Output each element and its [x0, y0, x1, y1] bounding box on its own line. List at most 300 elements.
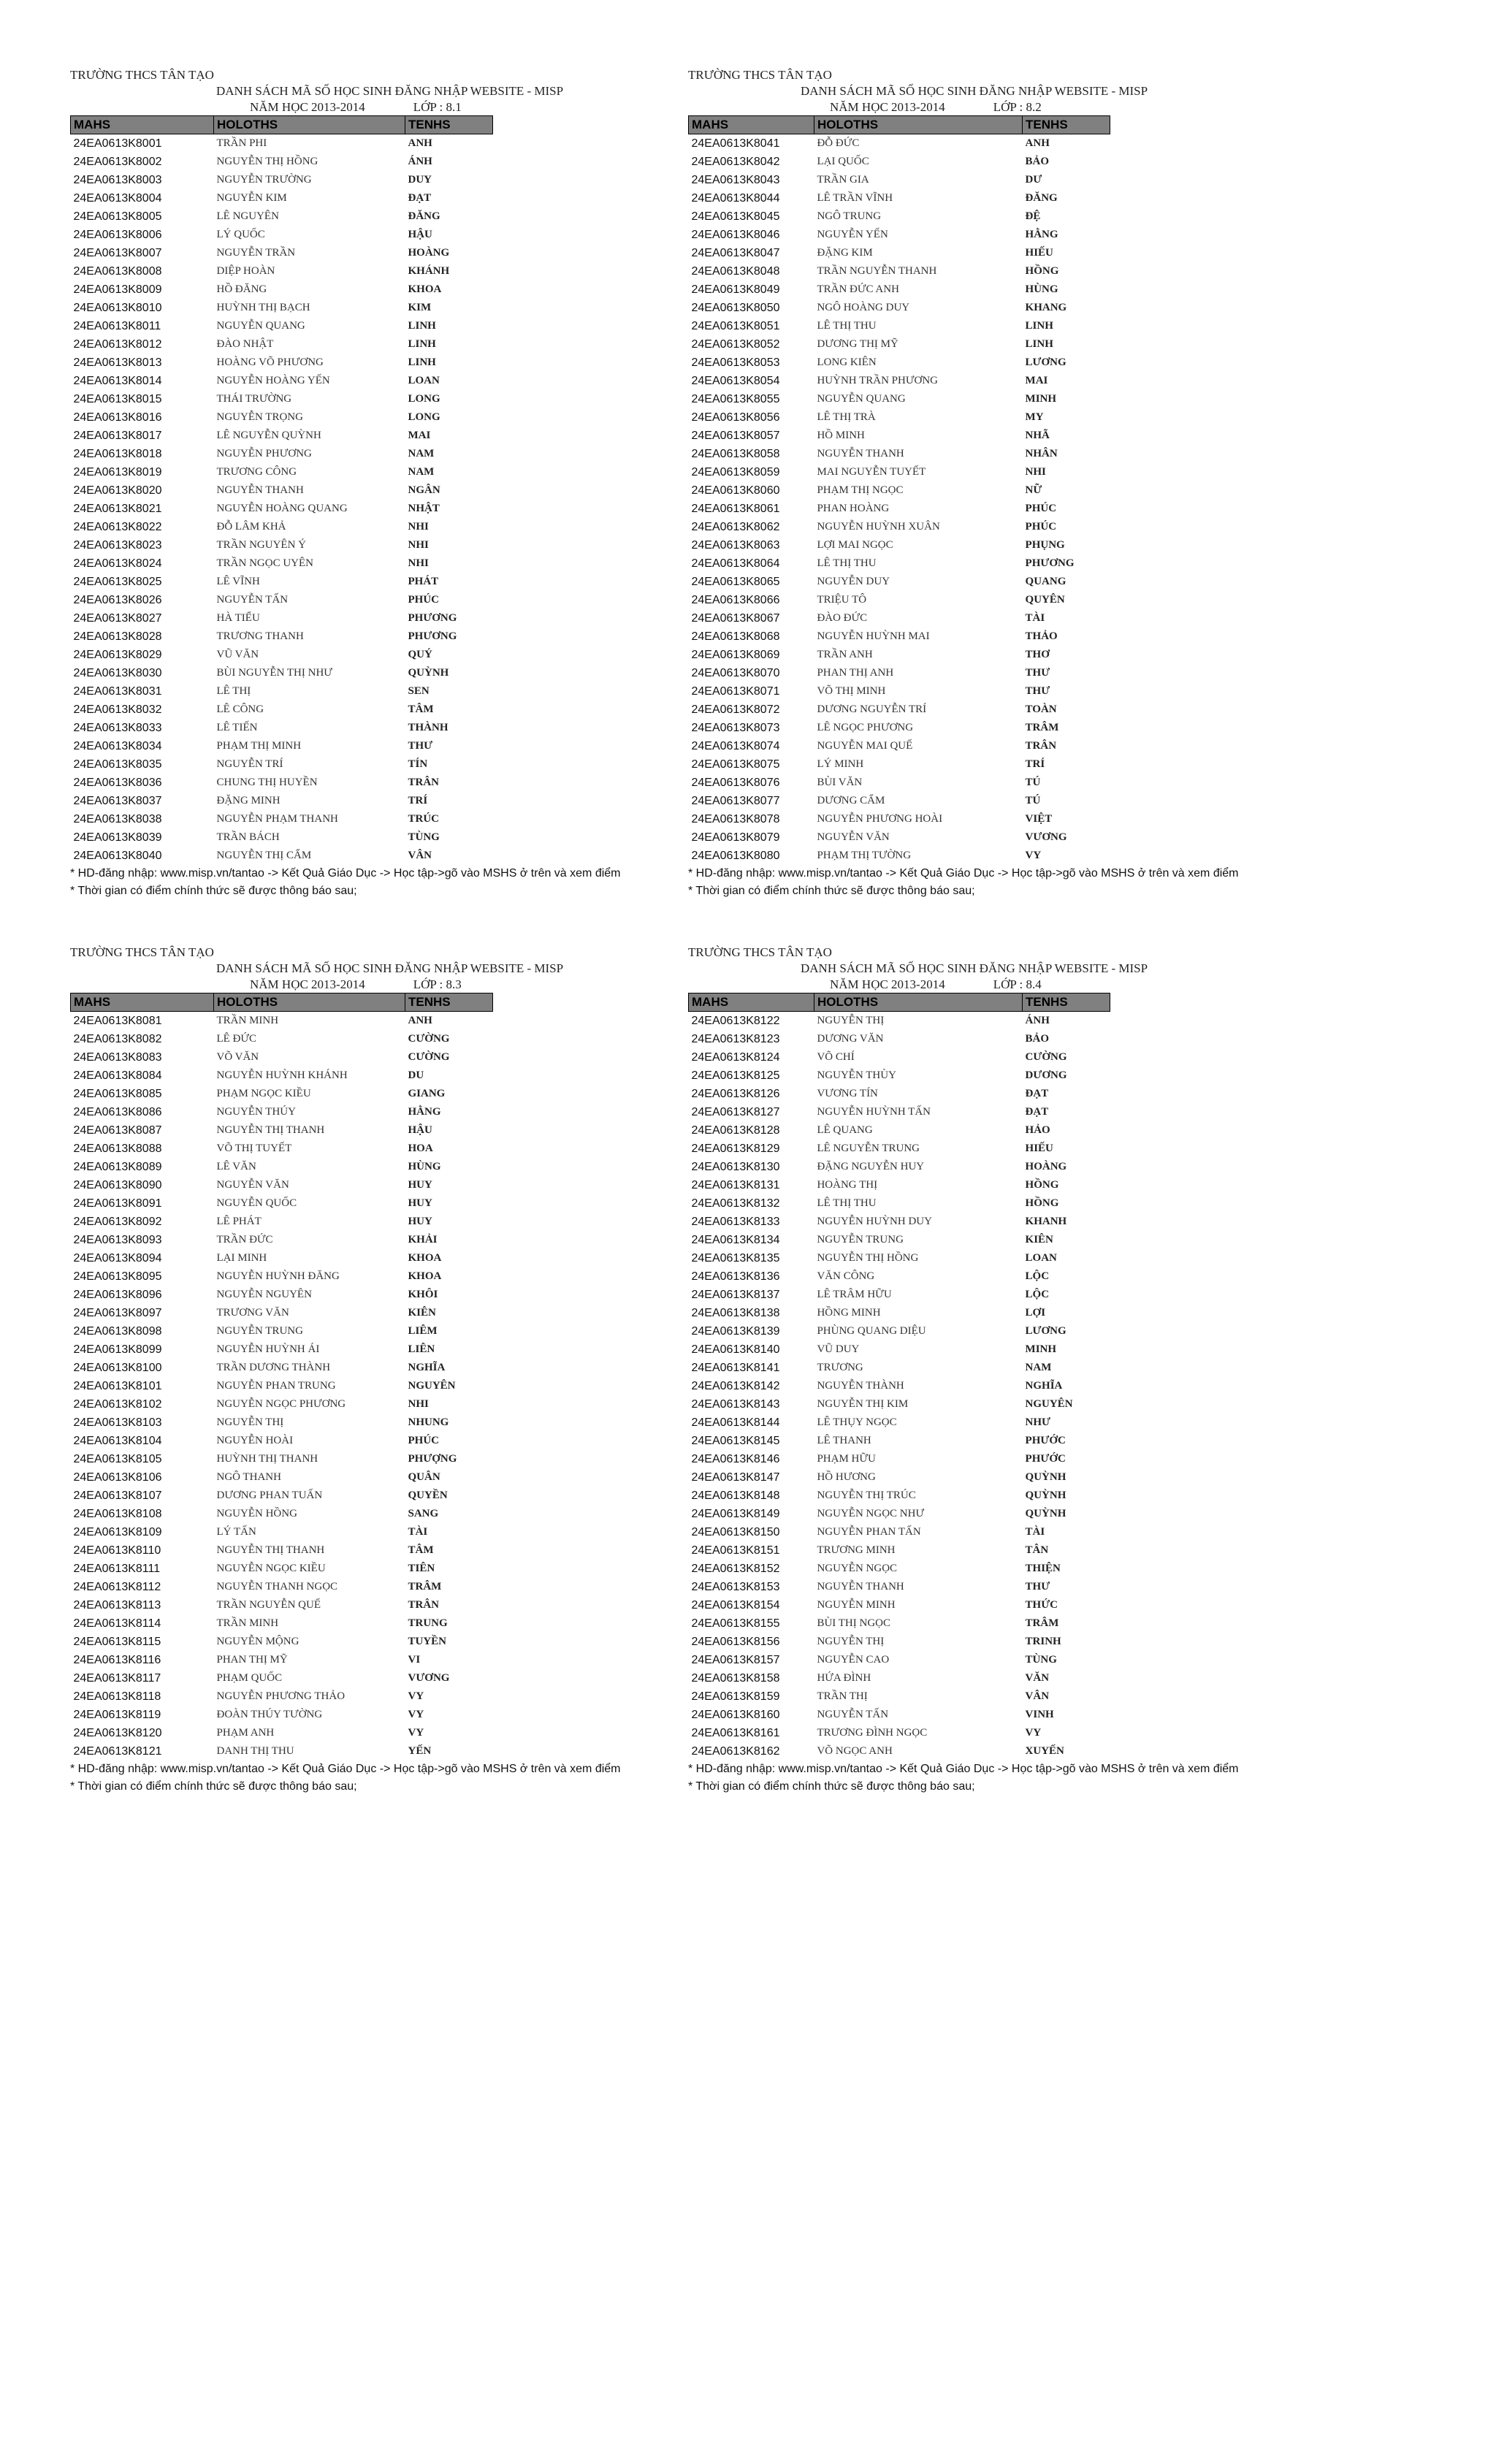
table-row: [689, 554, 1110, 573]
table-row: [689, 1633, 1110, 1651]
table-row: [71, 1742, 493, 1761]
header-mahs: MAHS: [689, 116, 814, 134]
student-code: 24EA0613K8078: [691, 813, 780, 825]
student-surname: LÊ VĨNH: [216, 576, 260, 587]
table-row: [689, 171, 1110, 189]
student-surname: ĐÀO ĐỨC: [817, 612, 868, 624]
student-code: 24EA0613K8024: [73, 557, 162, 570]
student-given-name: VĂN: [1025, 1672, 1050, 1684]
student-surname: NGUYỄN THỊ HỒNG: [216, 156, 318, 167]
table-row: [689, 1085, 1110, 1103]
student-code: 24EA0613K8045: [691, 210, 780, 223]
table-row: [689, 244, 1110, 262]
student-surname: PHÙNG QUANG DIỆU: [817, 1325, 926, 1337]
student-surname: PHAN HOÀNG: [817, 503, 890, 514]
table-row: [689, 1231, 1110, 1249]
student-given-name: TRÂN: [408, 1599, 440, 1611]
table-row: [71, 1651, 493, 1669]
student-code: 24EA0613K8034: [73, 740, 162, 752]
student-given-name: KHOA: [408, 1252, 442, 1264]
student-given-name: QUÂN: [408, 1471, 440, 1483]
student-surname: NGUYỄN TRẦN: [216, 247, 296, 259]
student-code: 24EA0613K8108: [73, 1508, 162, 1520]
student-given-name: CƯỜNG: [408, 1033, 450, 1045]
student-code: 24EA0613K8073: [691, 722, 780, 734]
student-surname: LÊ THỊ THU: [817, 1197, 877, 1209]
table-row: [689, 1140, 1110, 1158]
student-given-name: HỒNG: [1025, 1197, 1059, 1209]
student-given-name: MINH: [1025, 393, 1057, 405]
student-given-name: HIẾU: [1025, 1143, 1053, 1154]
login-instruction: * HD-đăng nhập: www.misp.vn/tantao -> Kết Quả Giáo Dục -> Học tập->gõ vào MSHS ở trên và xem điểm: [688, 867, 1239, 880]
table-row: [689, 1706, 1110, 1724]
table-row: [71, 408, 493, 427]
table-row: [689, 1213, 1110, 1231]
student-surname: NGUYỄN THÀNH: [817, 1380, 904, 1392]
student-given-name: CƯỜNG: [408, 1051, 450, 1063]
student-surname: LÊ THỤY NGỌC: [817, 1416, 897, 1428]
table-row: [689, 1432, 1110, 1450]
student-code: 24EA0613K8142: [691, 1380, 780, 1392]
student-code: 24EA0613K8025: [73, 576, 162, 588]
table-row: [71, 701, 493, 719]
student-code: 24EA0613K8011: [73, 320, 161, 332]
student-given-name: NHƯ: [1025, 1416, 1050, 1428]
student-given-name: MINH: [1025, 1343, 1057, 1355]
student-surname: DƯƠNG NGUYỄN TRÍ: [817, 703, 927, 715]
student-given-name: TRUNG: [408, 1617, 448, 1629]
student-code: 24EA0613K8038: [73, 813, 162, 825]
student-given-name: VINH: [1025, 1709, 1054, 1720]
student-code: 24EA0613K8161: [691, 1727, 780, 1739]
table-row: [689, 317, 1110, 335]
table-row: [689, 1523, 1110, 1541]
table-row: [689, 1450, 1110, 1468]
student-code: 24EA0613K8020: [73, 484, 162, 497]
student-given-name: HUY: [408, 1216, 432, 1227]
table-row: [689, 1651, 1110, 1669]
student-surname: HOÀNG VÕ PHƯƠNG: [216, 356, 324, 368]
class-block-8-2: [688, 67, 1302, 900]
student-given-name: NGÂN: [408, 484, 440, 496]
student-surname: TRIỆU TÔ: [817, 594, 867, 606]
student-given-name: HOA: [408, 1143, 433, 1154]
student-surname: TRẦN DƯƠNG THÀNH: [216, 1362, 331, 1373]
student-given-name: NỮ: [1025, 484, 1042, 496]
student-table: [688, 115, 1110, 865]
header-holoths: HOLOTHS: [214, 993, 405, 1012]
table-row: [71, 299, 493, 317]
student-code: 24EA0613K8046: [691, 229, 780, 241]
table-row: [71, 1395, 493, 1414]
student-surname: NGUYỄN THỊ HỒNG: [817, 1252, 919, 1264]
student-surname: HÀ TIỂU: [216, 612, 260, 624]
student-surname: DIỆP HOÀN: [216, 265, 275, 277]
student-code: 24EA0613K8160: [691, 1709, 780, 1721]
student-code: 24EA0613K8019: [73, 466, 162, 478]
student-surname: DƯƠNG VĂN: [817, 1033, 884, 1045]
student-code: 24EA0613K8138: [691, 1307, 780, 1319]
student-given-name: LỢI: [1025, 1307, 1046, 1319]
student-given-name: PHÁT: [408, 576, 439, 587]
student-code: 24EA0613K8126: [691, 1088, 780, 1100]
student-surname: NGUYỄN YẾN: [817, 229, 888, 240]
student-surname: NGUYỄN HUỲNH XUÂN: [817, 521, 940, 533]
student-given-name: LONG: [408, 411, 440, 423]
student-given-name: ÁNH: [408, 156, 432, 167]
student-given-name: THỨC: [1025, 1599, 1058, 1611]
student-given-name: TÙNG: [1025, 1654, 1057, 1666]
student-given-name: NHÂN: [1025, 448, 1058, 459]
student-code: 24EA0613K8079: [691, 831, 780, 844]
student-given-name: HẰNG: [1025, 229, 1058, 240]
table-row: [689, 591, 1110, 609]
table-row: [689, 1067, 1110, 1085]
student-given-name: YẾN: [408, 1745, 432, 1757]
table-row: [689, 1742, 1110, 1761]
student-given-name: KIM: [408, 302, 432, 313]
student-given-name: LIÊM: [408, 1325, 438, 1337]
student-given-name: NHÃ: [1025, 430, 1050, 441]
student-surname: DƯƠNG CẨM: [817, 795, 885, 806]
table-row: [71, 1614, 493, 1633]
student-code: 24EA0613K8082: [73, 1033, 162, 1045]
student-surname: TRẦN ĐỨC ANH: [817, 283, 899, 295]
student-surname: LẠI MINH: [216, 1252, 267, 1264]
student-code: 24EA0613K8005: [73, 210, 162, 223]
student-code: 24EA0613K8076: [691, 777, 780, 789]
student-code: 24EA0613K8136: [691, 1270, 780, 1283]
table-row: [689, 153, 1110, 171]
student-given-name: NHI: [408, 557, 429, 569]
student-surname: NGUYỄN TRƯỜNG: [216, 174, 312, 186]
student-code: 24EA0613K8074: [691, 740, 780, 752]
student-code: 24EA0613K8130: [691, 1161, 780, 1173]
student-code: 24EA0613K8102: [73, 1398, 162, 1411]
student-code: 24EA0613K8031: [73, 685, 162, 698]
table-row: [689, 1414, 1110, 1432]
student-surname: CHUNG THỊ HUYỀN: [216, 777, 318, 788]
student-surname: LÝ QUỐC: [216, 229, 265, 240]
student-given-name: ÁNH: [1025, 1015, 1050, 1026]
student-surname: NGUYỄN PHƯƠNG HOÀI: [817, 813, 943, 825]
table-row: [71, 591, 493, 609]
student-code: 24EA0613K8033: [73, 722, 162, 734]
student-given-name: PHÚC: [1025, 521, 1057, 533]
student-surname: LÊ PHÁT: [216, 1216, 262, 1227]
table-row: [689, 1012, 1110, 1031]
student-code: 24EA0613K8113: [73, 1599, 161, 1611]
table-row: [689, 701, 1110, 719]
student-surname: NGUYỄN HUỲNH TẤN: [817, 1106, 931, 1118]
student-surname: NGUYỄN NGUYÊN: [216, 1289, 312, 1300]
student-given-name: TÂN: [1025, 1544, 1049, 1556]
student-given-name: VY: [1025, 850, 1042, 861]
student-surname: TRƯƠNG: [817, 1362, 863, 1373]
student-code: 24EA0613K8008: [73, 265, 162, 278]
student-given-name: THƯ: [1025, 685, 1050, 697]
student-surname: NGUYỄN PHẠM THANH: [216, 813, 338, 825]
student-code: 24EA0613K8043: [691, 174, 780, 186]
table-row: [71, 609, 493, 628]
student-code: 24EA0613K8121: [73, 1745, 162, 1758]
student-code: 24EA0613K8041: [691, 137, 780, 150]
table-row: [71, 682, 493, 701]
table-row: [689, 847, 1110, 865]
student-given-name: PHÚC: [408, 594, 439, 606]
student-surname: LÊ THỊ: [216, 685, 251, 697]
student-code: 24EA0613K8155: [691, 1617, 780, 1630]
student-surname: DANH THỊ THU: [216, 1745, 294, 1757]
student-code: 24EA0613K8156: [691, 1636, 780, 1648]
student-given-name: QUYÊN: [1025, 594, 1065, 606]
student-code: 24EA0613K8017: [73, 430, 162, 442]
student-code: 24EA0613K8029: [73, 649, 162, 661]
student-code: 24EA0613K8146: [691, 1453, 780, 1465]
table-row: [71, 1267, 493, 1286]
student-code: 24EA0613K8049: [691, 283, 780, 296]
student-surname: LÊ NGUYỄN QUỲNH: [216, 430, 321, 441]
score-notice: * Thời gian có điểm chính thức sẽ được thông báo sau;: [688, 885, 975, 897]
student-surname: NGUYỄN THANH NGỌC: [216, 1581, 338, 1593]
student-surname: NGUYỄN THANH: [817, 1581, 904, 1593]
student-given-name: VÂN: [408, 850, 432, 861]
student-given-name: THƯ: [1025, 667, 1050, 679]
student-code: 24EA0613K8159: [691, 1690, 780, 1703]
table-row: [71, 1359, 493, 1377]
student-surname: LÊ THỊ THU: [817, 320, 877, 332]
student-given-name: HÙNG: [408, 1161, 441, 1172]
table-row: [689, 1322, 1110, 1340]
table-row: [689, 281, 1110, 299]
student-surname: ĐÀO NHẬT: [216, 338, 274, 350]
student-code: 24EA0613K8141: [691, 1362, 780, 1374]
student-given-name: GIANG: [408, 1088, 446, 1099]
student-surname: NGUYỄN TẤN: [216, 594, 289, 606]
student-code: 24EA0613K8135: [691, 1252, 780, 1265]
student-surname: VÕ CHÍ: [817, 1051, 855, 1063]
student-code: 24EA0613K8104: [73, 1435, 162, 1447]
table-row: [689, 1468, 1110, 1487]
student-code: 24EA0613K8032: [73, 703, 162, 716]
header-holoths: HOLOTHS: [814, 116, 1022, 134]
student-given-name: SANG: [408, 1508, 439, 1519]
student-surname: TRƯƠNG VĂN: [216, 1307, 289, 1319]
student-given-name: VƯƠNG: [408, 1672, 450, 1684]
student-surname: NGUYỄN HOÀNG QUANG: [216, 503, 348, 514]
student-given-name: CƯỜNG: [1025, 1051, 1067, 1063]
student-surname: TRẦN NGUYỄN THANH: [817, 265, 937, 277]
student-code: 24EA0613K8094: [73, 1252, 162, 1265]
student-given-name: DƯ: [1025, 174, 1042, 186]
student-given-name: DƯƠNG: [1025, 1069, 1067, 1081]
student-code: 24EA0613K8162: [691, 1745, 780, 1758]
table-row: [71, 1377, 493, 1395]
student-given-name: PHÚC: [408, 1435, 439, 1446]
table-row: [71, 774, 493, 792]
school-year: NĂM HỌC 2013-2014: [250, 977, 365, 991]
student-surname: NGUYỄN PHƯƠNG: [216, 448, 312, 459]
student-surname: NGUYỄN NGỌC NHƯ: [817, 1508, 925, 1519]
table-row: [71, 1578, 493, 1596]
student-surname: BÙI THỊ NGỌC: [817, 1617, 891, 1629]
student-given-name: THƯ: [408, 740, 433, 752]
list-title: DANH SÁCH MÃ SỐ HỌC SINH ĐĂNG NHẬP WEBSITE - MISP: [801, 84, 1148, 98]
student-given-name: NHI: [1025, 466, 1046, 478]
student-code: 24EA0613K8091: [73, 1197, 162, 1210]
score-notice: * Thời gian có điểm chính thức sẽ được thông báo sau;: [70, 1780, 357, 1793]
student-given-name: ĐẠT: [408, 192, 432, 204]
student-code: 24EA0613K8051: [691, 320, 780, 332]
student-code: 24EA0613K8026: [73, 594, 162, 606]
student-surname: NGUYỄN TRỌNG: [216, 411, 303, 423]
student-code: 24EA0613K8012: [73, 338, 162, 351]
student-surname: TRẦN GIA: [817, 174, 869, 186]
student-given-name: TIÊN: [408, 1563, 435, 1574]
student-given-name: NGUYÊN: [1025, 1398, 1073, 1410]
student-given-name: SEN: [408, 685, 430, 697]
student-given-name: KHÔI: [408, 1289, 438, 1300]
table-row: [71, 1048, 493, 1067]
student-given-name: HUY: [408, 1179, 432, 1191]
header-holoths: HOLOTHS: [214, 116, 405, 134]
student-surname: LÊ QUANG: [817, 1124, 873, 1136]
table-row: [689, 1541, 1110, 1560]
student-given-name: PHƯƠNG: [408, 630, 457, 642]
student-code: 24EA0613K8149: [691, 1508, 780, 1520]
table-row: [689, 1614, 1110, 1633]
student-code: 24EA0613K8124: [691, 1051, 780, 1064]
table-row: [71, 755, 493, 774]
student-code: 24EA0613K8143: [691, 1398, 780, 1411]
student-given-name: NAM: [408, 466, 435, 478]
table-row: [689, 1560, 1110, 1578]
table-row: [71, 1103, 493, 1121]
student-given-name: THƯ: [1025, 1581, 1050, 1593]
student-surname: NGUYỄN NGỌC KIỀU: [216, 1563, 326, 1574]
student-code: 24EA0613K8153: [691, 1581, 780, 1593]
student-code: 24EA0613K8071: [691, 685, 780, 698]
table-row: [71, 1432, 493, 1450]
student-surname: NGUYỄN MAI QUẾ: [817, 740, 913, 752]
school-name: TRƯỜNG THCS TÂN TẠO: [70, 68, 214, 82]
student-surname: LÊ TRẦN VĨNH: [817, 192, 893, 204]
student-code: 24EA0613K8083: [73, 1051, 162, 1064]
class-label: LỚP : 8.3: [413, 977, 462, 991]
student-code: 24EA0613K8027: [73, 612, 162, 625]
student-given-name: NHUNG: [408, 1416, 449, 1428]
student-surname: MAI NGUYỄN TUYẾT: [817, 466, 926, 478]
student-code: 24EA0613K8030: [73, 667, 162, 679]
header-tenhs: TENHS: [405, 993, 493, 1012]
student-surname: ĐẶNG KIM: [817, 247, 873, 259]
student-surname: LÝ MINH: [817, 758, 864, 770]
table-row: [689, 828, 1110, 847]
table-row: [71, 1468, 493, 1487]
table-row: [71, 1140, 493, 1158]
student-given-name: NGUYÊN: [408, 1380, 456, 1392]
student-given-name: LỘC: [1025, 1270, 1050, 1282]
table-row: [689, 1724, 1110, 1742]
table-row: [71, 262, 493, 281]
student-surname: NGUYỄN HUỲNH KHÁNH: [216, 1069, 348, 1081]
student-surname: LÊ THANH: [817, 1435, 871, 1446]
student-surname: NGUYỄN THỊ: [817, 1636, 885, 1647]
student-given-name: QUÝ: [408, 649, 432, 660]
student-given-name: HOÀNG: [408, 247, 450, 259]
student-surname: TRẦN NGỌC UYÊN: [216, 557, 313, 569]
student-code: 24EA0613K8129: [691, 1143, 780, 1155]
student-given-name: KHÁNH: [408, 265, 450, 277]
table-row: [71, 317, 493, 335]
student-code: 24EA0613K8015: [73, 393, 162, 405]
list-title: DANH SÁCH MÃ SỐ HỌC SINH ĐĂNG NHẬP WEBSITE - MISP: [216, 84, 564, 98]
table-row: [71, 828, 493, 847]
table-row: [71, 1724, 493, 1742]
school-name: TRƯỜNG THCS TÂN TẠO: [70, 945, 214, 959]
student-code: 24EA0613K8006: [73, 229, 162, 241]
table-row: [689, 372, 1110, 390]
student-code: 24EA0613K8157: [691, 1654, 780, 1666]
student-surname: NGUYỄN QUANG: [817, 393, 906, 405]
student-given-name: THÀNH: [408, 722, 449, 733]
student-code: 24EA0613K8115: [73, 1636, 161, 1648]
student-code: 24EA0613K8134: [691, 1234, 780, 1246]
table-row: [71, 1286, 493, 1304]
student-surname: VŨ VĂN: [216, 649, 259, 660]
student-surname: TRẦN NGUYỄN QUẾ: [216, 1599, 321, 1611]
student-given-name: LINH: [1025, 338, 1053, 350]
student-surname: VÕ THỊ MINH: [817, 685, 886, 697]
header-mahs: MAHS: [689, 993, 814, 1012]
student-given-name: BẢO: [1025, 1033, 1050, 1045]
table-row: [689, 1505, 1110, 1523]
student-code: 24EA0613K8096: [73, 1289, 162, 1301]
header-holoths: HOLOTHS: [814, 993, 1022, 1012]
login-instruction: * HD-đăng nhập: www.misp.vn/tantao -> Kết Quả Giáo Dục -> Học tập->gõ vào MSHS ở trên và xem điểm: [688, 1763, 1239, 1775]
student-surname: PHẠM THỊ TƯỜNG: [817, 850, 912, 861]
student-given-name: NHI: [408, 521, 429, 533]
student-given-name: ĐĂNG: [1025, 192, 1058, 204]
student-surname: NGUYỄN HOÀNG YẾN: [216, 375, 330, 386]
student-code: 24EA0613K8060: [691, 484, 780, 497]
student-given-name: TÂM: [408, 1544, 434, 1556]
student-code: 24EA0613K8150: [691, 1526, 780, 1538]
table-row: [71, 1213, 493, 1231]
table-row: [71, 372, 493, 390]
student-surname: PHẠM THỊ NGỌC: [817, 484, 904, 496]
score-notice: * Thời gian có điểm chính thức sẽ được thông báo sau;: [70, 885, 357, 897]
student-surname: ĐỖ LÂM KHẢ: [216, 521, 286, 533]
student-surname: NGUYỄN THỊ: [817, 1015, 885, 1026]
student-surname: NGUYỄN PHAN TẤN: [817, 1526, 921, 1538]
header-mahs: MAHS: [71, 993, 214, 1012]
student-given-name: MAI: [408, 430, 431, 441]
student-surname: NGUYỄN THANH: [817, 448, 904, 459]
table-row: [689, 1487, 1110, 1505]
student-table: [688, 993, 1110, 1761]
student-surname: LÊ THỊ TRÀ: [817, 411, 876, 423]
student-given-name: HUY: [408, 1197, 432, 1209]
school-year: NĂM HỌC 2013-2014: [830, 100, 945, 114]
student-code: 24EA0613K8085: [73, 1088, 162, 1100]
student-surname: DƯƠNG THỊ MỸ: [817, 338, 898, 350]
table-row: [71, 1249, 493, 1267]
student-code: 24EA0613K8080: [691, 850, 780, 862]
student-surname: VŨ DUY: [817, 1343, 860, 1355]
class-block-8-1: [70, 67, 684, 900]
table-row: [71, 1121, 493, 1140]
